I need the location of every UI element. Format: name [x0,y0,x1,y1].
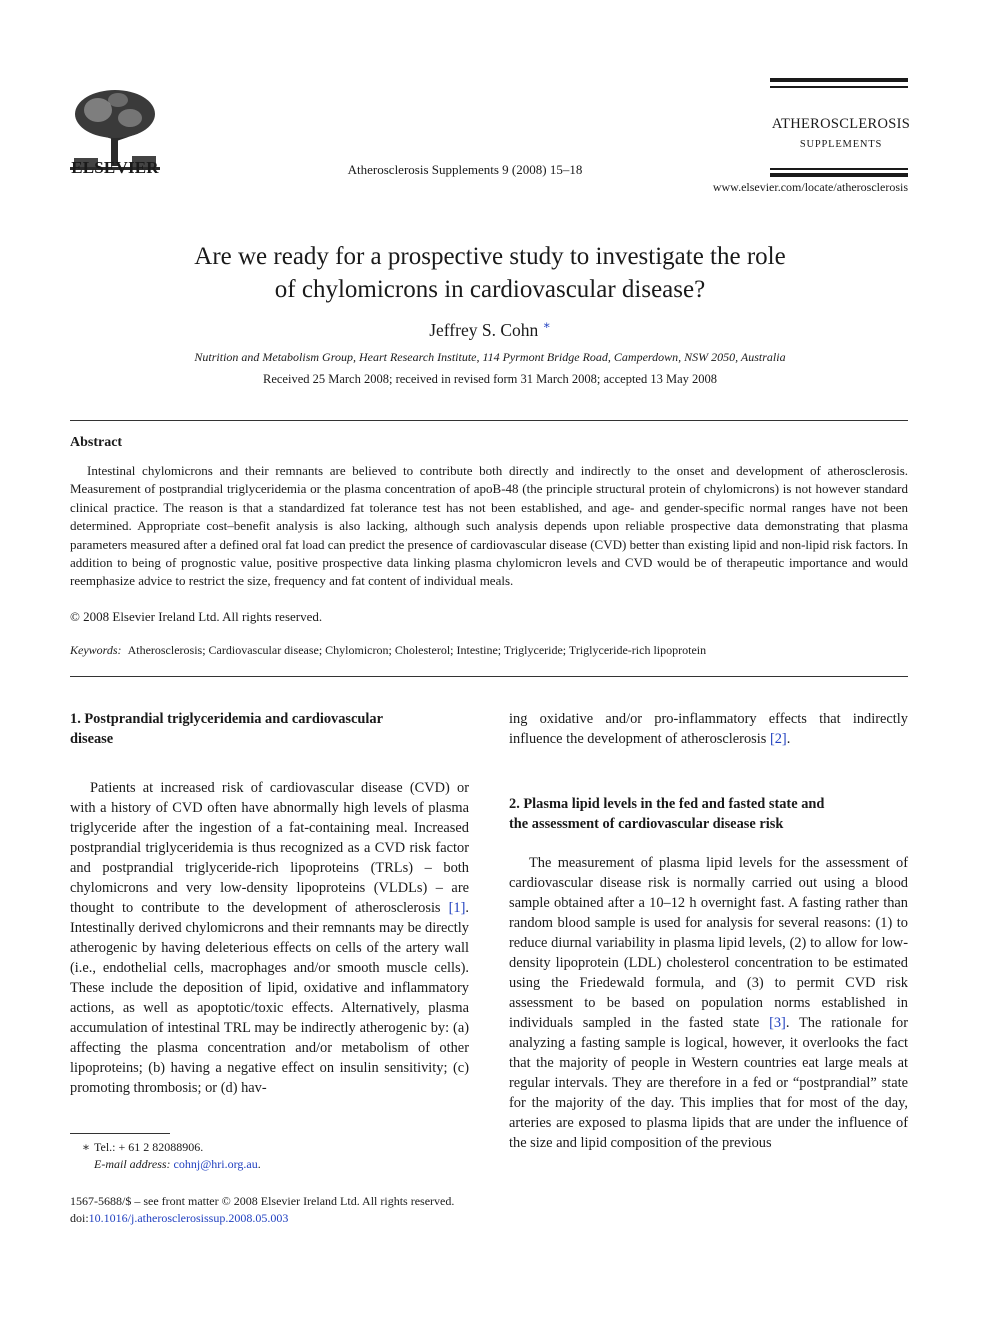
citation-1-link[interactable]: [1] [448,900,466,916]
author-name: Jeffrey S. Cohn [429,319,539,340]
citation-3-link[interactable]: [3] [769,1015,786,1031]
section-1-cont-text-b: . [786,731,791,747]
keywords-list: Atherosclerosis; Cardiovascular disease; Chylomicron; Cholesterol; Intestine; Triglyceride; Triglyceride-rich lipoprotein [127,643,707,657]
front-matter [70,1193,454,1226]
section-2-text-b: . The rationale for analyzing a fasting sample is logical, however, it overlooks the fact that the majority of people in Western countries eat large meals at regular intervals. They are therefore in a fed or “postprandial” state for the majority of the day. This implies that for most of the day, arteries are exposed to plasma lipids that are under the influence of the size and lipid composition of the previous [509,1015,908,1151]
doi-link[interactable]: 10.1016/j.atherosclerosissup.2008.05.003 [88,1210,289,1225]
masthead-rule-top [770,78,908,82]
right-column [509,709,908,1153]
divider-top [70,420,908,421]
section-2-heading-line-1: 2. Plasma lipid levels in the fed and fasted state and [509,796,825,812]
footnote-email-end: . [257,1156,261,1171]
footnote-tel: Tel.: + 61 2 82088906. [94,1140,204,1154]
abstract-heading: Abstract [70,435,123,450]
section-1-paragraph [70,778,469,1098]
author-line [300,318,680,341]
footnote-email-line [70,1156,261,1173]
abstract-body [70,462,908,591]
section-1-heading-line-2: disease [70,731,114,747]
publisher-logo-text: ELSEVIER [71,158,159,177]
abstract-text: Intestinal chylomicrons and their remnants are believed to contribute both directly and indirectly to the onset and development of atherosclerosis. Measurement of postprandial triglyceridemia or the plasma concentration of apoB-48 (the principle structural protein of chylomicrons) is not however standard clinical practice. The reason is that a standardized fat tolerance test has not been established, and age- and gender-specific normal ranges have not been determined. Appropriate cost–benefit analysis is also lacking, although such analysis depends upon reliable prospective data demonstrating that plasma parameters measured after a defined oral fat load can predict the presence of cardiovascular disease (CVD) better than existing lipid and non-lipid risk factors. In addition to being of prognostic value, positive prospective data linking plasma chylomicron levels and CVD would be of therapeutic importance and would reemphasize advice to restrict the size, frequency and fat content of individual meals. [70,463,908,589]
masthead-rule-bottom [770,168,908,170]
doi-label: doi: [70,1210,89,1225]
email-link[interactable]: cohnj@hri.org.au [173,1156,258,1171]
doi-line [70,1210,454,1227]
issn-line: 1567-5688/$ – see front matter © 2008 Elsevier Ireland Ltd. All rights reserved. [70,1194,455,1208]
masthead-rule-bottom-2 [770,173,908,177]
section-1-heading [70,709,469,749]
section-2-paragraph [509,853,908,1153]
section-1-text-a: Patients at increased risk of cardiovascular disease (CVD) or with a history of CVD often have abnormally high levels of plasma triglyceride after the ingestion of a fat-containing meal. Increased postprandial triglyceridemia is thus recognized as a CVD risk factor and postprandial triglyceride-rich lipoproteins (TRLs) – both chylomicrons and very low-density lipoproteins (VLDLs) – are thought to contribute to the development of atherosclerosis [70,780,469,916]
section-2-text-a: The measurement of plasma lipid levels for the assessment of cardiovascular disease risk is normally carried out using a blood sample obtained after a 10–12 h overnight fast. A fasting rather than random blood sample is used for analysis for several reasons: (1) to reduce diurnal variability in plasma lipid levels, (2) to allow for low-density lipoprotein (LDL) cholesterol concentration to be estimated using the Friedewald formula, and (3) to permit CVD risk assessment to be based on population norms established in individuals sampled in the fasted state [509,855,908,1031]
section-2-heading-line-2: the assessment of cardiovascular disease risk [509,816,784,832]
journal-reference: Atherosclerosis Supplements 9 (2008) 15–18 [347,162,583,177]
article-dates: Received 25 March 2008; received in revised form 31 March 2008; accepted 13 May 2008 [262,372,718,386]
divider-bottom [70,676,908,677]
section-1-text-b: . Intestinally derived chylomicrons and their remnants may be directly atherogenic by having deleterious effects on cells of the artery wall (i.e., endothelial cells, macrophages and/or smooth muscle cells). These include the deposition of lipid, oxidative and inflammatory actions, as well as apoptotic/toxic effects. Alternatively, plasma accumulation of intestinal TRL may be indirectly atherogenic by: (a) affecting the plasma concentration and/or metabolism of other lipoproteins; (b) having a negative effect on insulin sensitivity; (c) promoting thrombosis; or (d) hav- [70,900,469,1096]
section-2-heading [509,794,908,834]
citation-2-link[interactable]: [2] [769,731,787,747]
journal-name: ATHEROSCLEROSIS [771,116,911,132]
article-title [100,240,880,306]
left-column [70,709,469,1098]
footnote-mark: ∗ [81,1140,90,1154]
footnote-tel-line [70,1139,261,1156]
masthead-rule-top-2 [770,86,908,88]
affiliation: Nutrition and Metabolism Group, Heart Research Institute, 114 Pyrmont Bridge Road, Camperdown, NSW 2050, Australia [194,350,786,364]
keywords-label: Keywords: [70,643,122,657]
journal-subtitle: SUPPLEMENTS [799,139,883,150]
journal-url-link[interactable]: www.elsevier.com/locate/atherosclerosis [712,180,908,194]
footnote [70,1139,261,1172]
footnote-email-label: E-mail address: [94,1156,171,1171]
keywords [70,643,908,658]
section-1-continued [509,709,908,749]
title-line-2: of chylomicrons in cardiovascular disease? [274,276,706,303]
abstract-copyright: © 2008 Elsevier Ireland Ltd. All rights reserved. [70,609,323,624]
author-footnote-link[interactable]: ∗ [542,318,551,332]
footnote-rule [70,1133,170,1134]
section-1-heading-line-1: 1. Postprandial triglyceridemia and cardiovascular [70,711,383,727]
section-1-cont-text-a: ing oxidative and/or pro-inflammatory effects that indirectly influence the development of atherosclerosis [509,711,908,747]
title-line-1: Are we ready for a prospective study to investigate the role [194,243,786,270]
